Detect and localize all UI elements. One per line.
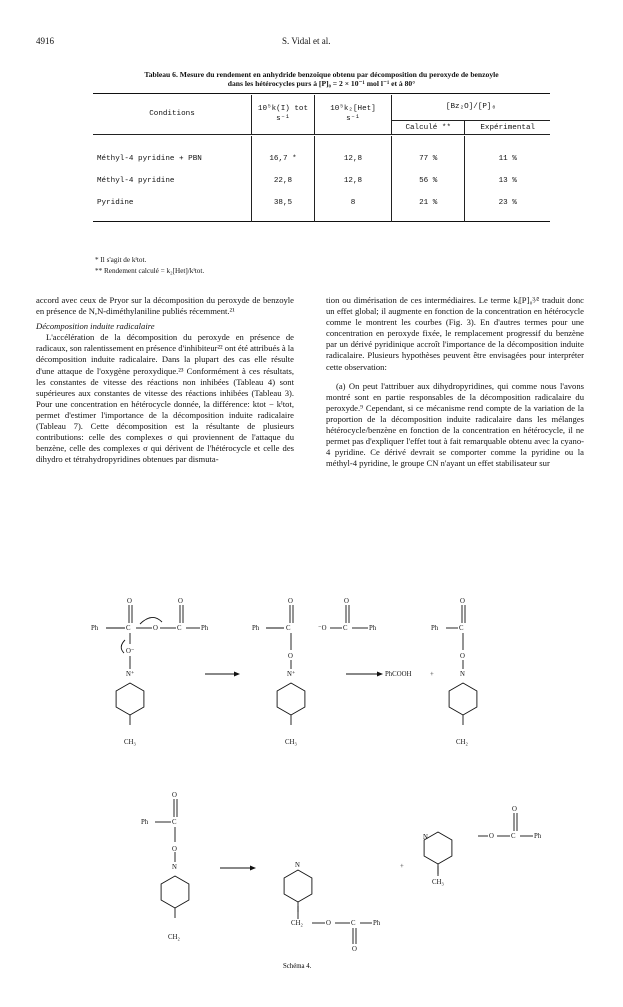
right-paragraph-1: tion ou dimérisation de ces intermédiaires. Le terme kᵢ[P]₀³⁄² traduit donc un effet global; il augmente en fonction de la concentration en hétérocycle comme le montrent les courbes (Fig. 3). En d'autres termes pour une concentration en peroxyde fixée, le remplacement progressif du benzène par un dérivé pyridinique accroît l'importance de la décomposition induite radicalaire. Plusieurs hypothèses peuvent être envisagées pour interpréter cette observation: [326, 295, 584, 372]
label-n: N [460, 671, 465, 678]
label-ch3: CH₃ [432, 879, 444, 886]
pyridine-ring [424, 832, 452, 864]
reaction-arrow-heads [234, 672, 383, 871]
reaction-scheme [0, 596, 623, 976]
label-ch2: CH₂ [291, 920, 303, 927]
label-o: O [344, 598, 349, 605]
right-column [326, 295, 584, 469]
pyridinium-ring [277, 683, 305, 715]
header-calc: Calculé ** [392, 121, 465, 135]
label-o-minus: O⁻ [126, 648, 135, 655]
label-ph: Ph [141, 819, 149, 826]
scheme-caption: Schéma 4. [283, 963, 312, 970]
table-caption-line1: Tableau 6. Mesure du rendement en anhydride benzoïque obtenu par décomposition du peroxyde de benzoyle [144, 70, 499, 79]
label-o: O [172, 792, 177, 799]
results-table [93, 93, 550, 223]
dihydropyridine-ring [449, 683, 477, 715]
label-c: C [343, 625, 348, 632]
table-row: Méthyl-4 pyridine + PBN 16,7 * 12,8 77 % 11 % [93, 148, 550, 170]
label-ph: Ph [201, 625, 209, 632]
label-o: O [326, 920, 331, 927]
label-o: O [460, 598, 465, 605]
label-c: C [286, 625, 291, 632]
scheme-labels [91, 598, 542, 953]
header-ratio: [Bz₂O]/[P]₀ [392, 95, 551, 121]
label-n: N [423, 834, 428, 841]
label-n-plus: N⁺ [126, 671, 135, 678]
pyridine-rings [116, 683, 477, 918]
label-ch2: CH₂ [168, 934, 180, 941]
label-ph: Ph [373, 920, 381, 927]
table-caption-line2: dans les hétérocycles purs à [P]₀ = 2 × 10⁻¹ mol l⁻¹ et à 80° [227, 79, 416, 89]
label-o: O [172, 846, 177, 853]
header-conditions: Conditions [149, 110, 195, 119]
label-ph: Ph [534, 833, 542, 840]
header-k2: 10⁵k₂[Het] s⁻¹ [315, 95, 392, 135]
label-ph: Ph [431, 625, 439, 632]
label-o: O [512, 806, 517, 813]
label-plus: + [400, 863, 404, 870]
label-o: O [153, 625, 158, 632]
label-ph: Ph [369, 625, 377, 632]
label-o: O [288, 598, 293, 605]
pyridinium-ring [116, 683, 144, 715]
table-row: Pyridine 38,5 8 21 % 23 % [93, 192, 550, 214]
footnote-1: * Il s'agit de kᴵtot. [95, 256, 147, 264]
label-ch3: CH₃ [285, 739, 297, 746]
header-exp: Expérimental [465, 121, 550, 135]
label-ph: Ph [91, 625, 99, 632]
table-caption [40, 70, 603, 89]
running-head-authors: S. Vidal et al. [282, 36, 331, 46]
left-paragraph-1: accord avec ceux de Pryor sur la décomposition du peroxyde de benzoyle en présence de N,N-diméthylaniline publiés récemment.²¹ [36, 295, 294, 317]
label-n-plus: N⁺ [287, 671, 296, 678]
label-o: O [352, 946, 357, 953]
label-o: O [489, 833, 494, 840]
label-c: C [172, 819, 177, 826]
label-c: C [177, 625, 182, 632]
page-number: 4916 [36, 36, 54, 46]
left-paragraph-2: L'accélération de la décomposition du peroxyde en présence de radicaux, son ralentissement en présence d'inhibiteur²² ont été attribués à la décomposition induite radicalaire. Dans la plupart des cas elle résulte d'une attaque de l'oxygène peroxydique.²³ Conformément à ces résultats, les constantes de vitesse des réactions non inhibées (Tableau 4) sont supérieures aux constantes de vitesse des réactions inhibées (Tableau 3). Pour une concentration en hétérocycle donnée, la différence: ktot − kᴵtot, permet d'estimer l'importance de la décomposition induite radicalaire (Tableau 7). Cette décomposition est la résultante de plusieurs contributions: celle des complexes σ qui proviennent de l'attaque du benzène, celle des complexes σ qui dérivent de l'hétérocycle et celle des dihydro et tétrahydropyridines obtenues par dismuta- [36, 332, 294, 465]
reaction-arrow [250, 866, 256, 871]
table-row: Méthyl-4 pyridine 22,8 12,8 56 % 13 % [93, 170, 550, 192]
dihydropyridine-ring [161, 876, 189, 908]
label-ch2: CH₂ [456, 739, 468, 746]
header-k1: 10⁵k(I) tot s⁻¹ [252, 95, 315, 135]
label-phcooh: PhCOOH [385, 671, 412, 678]
right-paragraph-2: (a) On peut l'attribuer aux dihydropyridines, qui comme nous l'avons montré sont en partie responsables de la décomposition radicalaire du peroxyde.⁹ Cependant, si ce mécanisme rend compte de la variation de la proportion de la décomposition induite radicalaire dans les mélanges hétérocycle/benzène en fonction de la concentration en hétérocycle, il ne permet pas d'expliquer l'effet tout à fait remarquable obtenu avec la cyano-4 pyridine. Ce dérivé devrait se comporter comme la pyridine ou la méthyl-4 pyridine, le groupe CN n'ayant un effet stabilisateur sur [326, 380, 584, 469]
label-o: O [178, 598, 183, 605]
label-n: N [295, 862, 300, 869]
label-minus-o: ⁻O [318, 625, 327, 632]
footnote-2: ** Rendement calculé = k₂[Het]/kᴵtot. [95, 267, 205, 275]
left-column [36, 295, 294, 465]
label-c: C [126, 625, 131, 632]
label-c: C [511, 833, 516, 840]
pyridine-ring [284, 870, 312, 902]
label-plus: + [430, 671, 434, 678]
section-heading: Décomposition induite radicalaire [36, 321, 155, 332]
reaction-arrow [377, 672, 383, 677]
table-footnotes [95, 255, 204, 277]
label-o: O [127, 598, 132, 605]
label-o: O [288, 653, 293, 660]
label-ch3: CH₃ [124, 739, 136, 746]
label-c: C [351, 920, 356, 927]
label-n: N [172, 864, 177, 871]
label-c: C [459, 625, 464, 632]
label-ph: Ph [252, 625, 260, 632]
label-o: O [460, 653, 465, 660]
reaction-arrow [234, 672, 240, 677]
